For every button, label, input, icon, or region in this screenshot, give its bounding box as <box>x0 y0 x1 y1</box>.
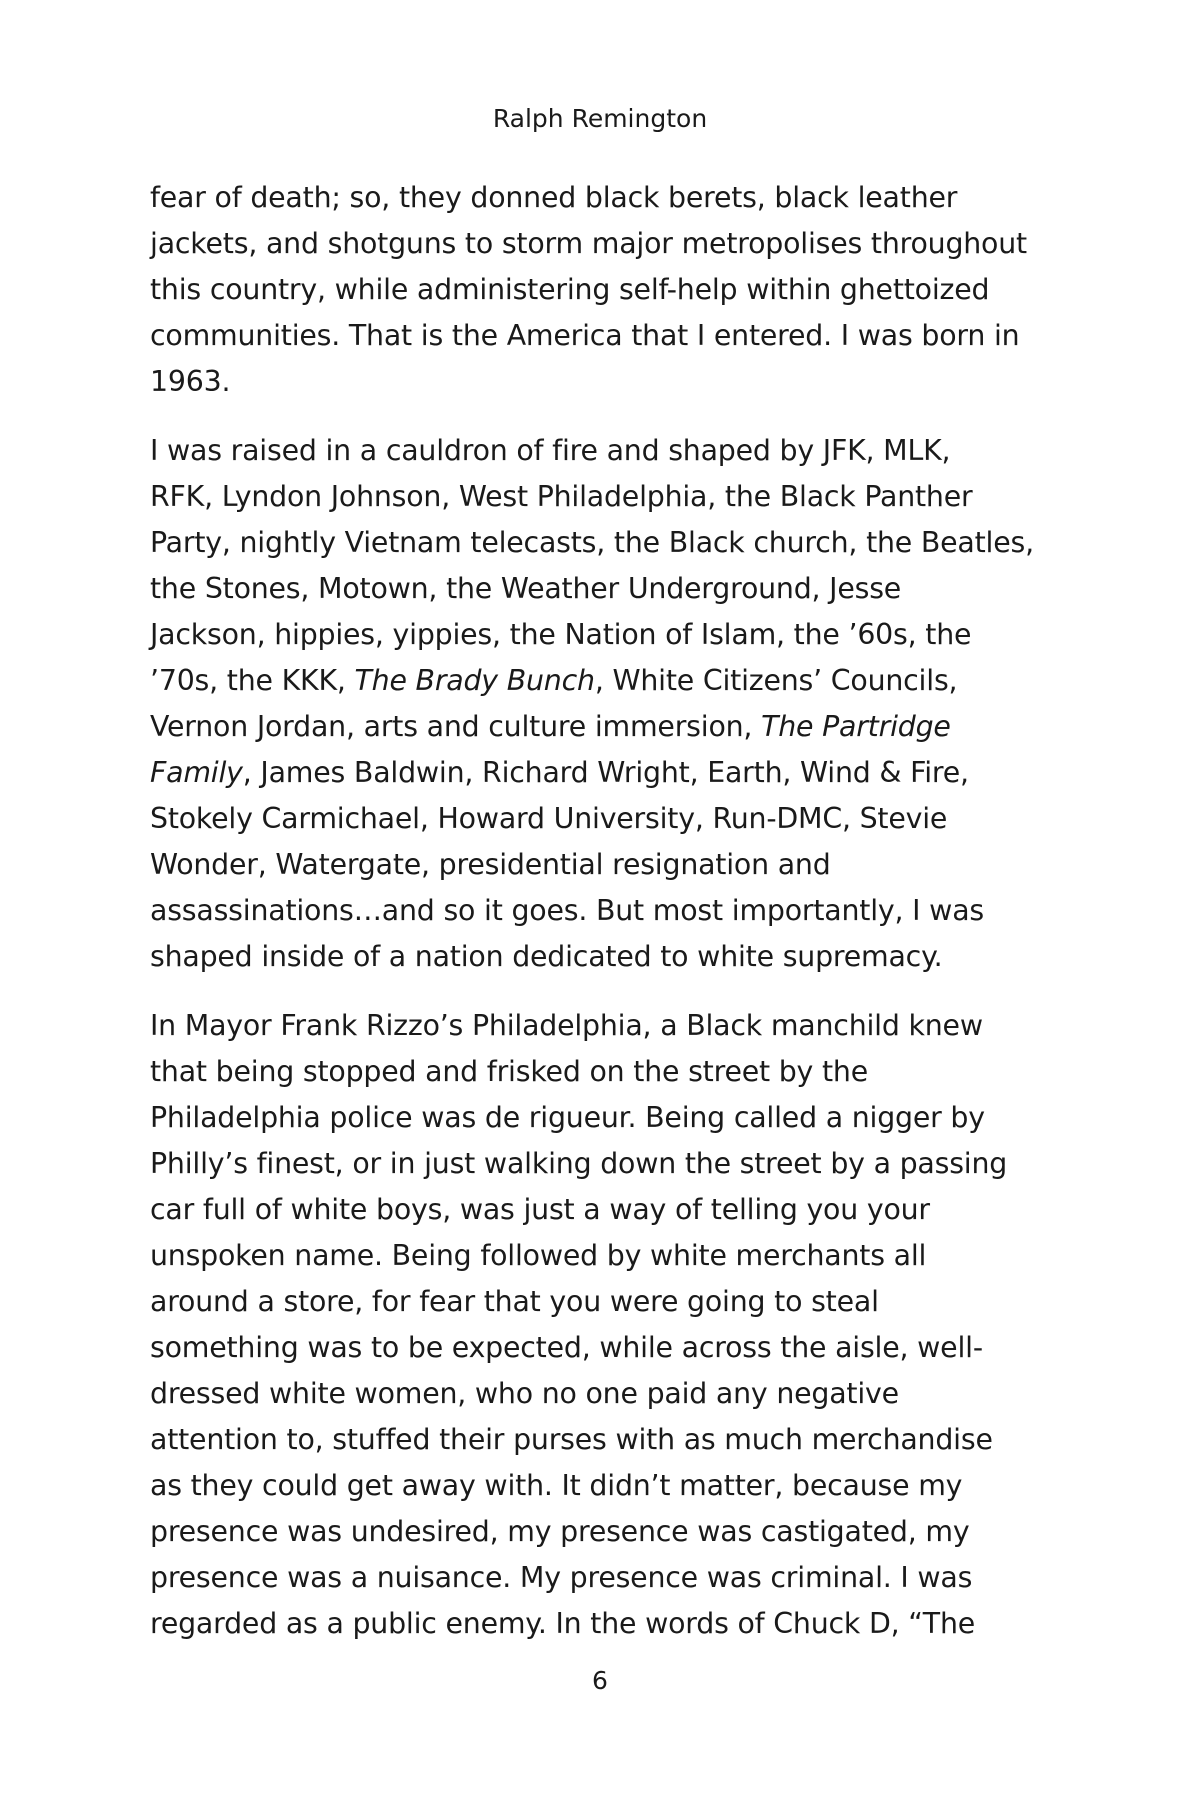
text-line <box>150 704 1020 750</box>
text-run: In Mayor Frank Rizzo’s Philadelphia, a Black manchild knew <box>150 1009 983 1042</box>
text-run: Stokely Carmichael, Howard University, Run-DMC, Stevie <box>150 802 948 835</box>
text-line <box>150 612 1020 658</box>
text-run: , James Baldwin, Richard Wright, Earth, Wind & Fire, <box>242 756 969 789</box>
text-line <box>150 888 1020 934</box>
text-run: regarded as a public enemy. In the words of Chuck D, “The <box>150 1607 976 1640</box>
text-run: fear of death; so, they donned black berets, black leather <box>150 181 958 214</box>
text-line <box>150 1003 1020 1049</box>
running-header: Ralph Remington <box>492 104 708 133</box>
text-line <box>150 1371 1020 1417</box>
text-line <box>150 313 1020 359</box>
text-run: Vernon Jordan, arts and culture immersion, <box>150 710 762 743</box>
text-run: communities. That is the America that I entered. I was born in <box>150 319 1020 352</box>
italic-title: Family <box>150 756 243 789</box>
text-line <box>150 1601 1020 1647</box>
text-line <box>150 1555 1020 1601</box>
text-line <box>150 1049 1020 1095</box>
text-line <box>150 750 1020 796</box>
page-number: 6 <box>592 1666 608 1695</box>
paragraph <box>150 175 1027 405</box>
text-run: shaped inside of a nation dedicated to white supremacy. <box>150 940 943 973</box>
text-run: 1963. <box>150 365 231 398</box>
text-line <box>150 796 1020 842</box>
text-run: something was to be expected, while across the aisle, well- <box>150 1331 983 1364</box>
paragraph <box>150 1003 1020 1647</box>
text-run: Party, nightly Vietnam telecasts, the Black church, the Beatles, <box>150 526 1034 559</box>
text-line <box>150 221 1027 267</box>
text-run: assassinations…and so it goes. But most importantly, I was <box>150 894 984 927</box>
text-line <box>150 566 1020 612</box>
text-run: , White Citizens’ Councils, <box>594 664 958 697</box>
text-run: jackets, and shotguns to storm major metropolises throughout <box>150 227 1027 260</box>
text-line <box>150 1187 1020 1233</box>
text-line <box>150 1325 1020 1371</box>
text-run: presence was undesired, my presence was castigated, my <box>150 1515 970 1548</box>
text-run: as they could get away with. It didn’t matter, because my <box>150 1469 963 1502</box>
text-line <box>150 1141 1020 1187</box>
italic-title: The Brady Bunch <box>354 664 595 697</box>
text-run: I was raised in a cauldron of fire and shaped by JFK, MLK, <box>150 434 951 467</box>
text-line <box>150 1509 1020 1555</box>
text-run: car full of white boys, was just a way of telling you your <box>150 1193 930 1226</box>
text-line <box>150 474 1020 520</box>
body-text <box>150 175 1034 1670</box>
text-run: unspoken name. Being followed by white merchants all <box>150 1239 927 1272</box>
text-run: attention to, stuffed their purses with as much merchandise <box>150 1423 993 1456</box>
paragraph <box>150 428 1034 980</box>
text-line <box>150 1233 1020 1279</box>
text-run: Wonder, Watergate, presidential resignation and <box>150 848 831 881</box>
text-run: dressed white women, who no one paid any negative <box>150 1377 899 1410</box>
text-line <box>150 267 1020 313</box>
text-line <box>150 842 1020 888</box>
text-line <box>150 1463 1020 1509</box>
text-run: this country, while administering self-help within ghettoized <box>150 273 990 306</box>
italic-title: The Partridge <box>761 710 951 743</box>
text-line <box>150 428 1020 474</box>
text-run: Philly’s finest, or in just walking down the street by a passing <box>150 1147 1008 1180</box>
text-run: around a store, for fear that you were going to steal <box>150 1285 879 1318</box>
text-line <box>150 1417 1020 1463</box>
text-run: the Stones, Motown, the Weather Underground, Jesse <box>150 572 902 605</box>
text-line <box>150 658 1020 704</box>
text-run: Philadelphia police was de rigueur. Being called a nigger by <box>150 1101 985 1134</box>
text-run: presence was a nuisance. My presence was criminal. I was <box>150 1561 973 1594</box>
text-run: ’70s, the KKK, <box>150 664 355 697</box>
text-line <box>150 359 1020 405</box>
text-line <box>150 1095 1020 1141</box>
text-line <box>150 520 1034 566</box>
text-line <box>150 934 1020 980</box>
text-line <box>150 1279 1020 1325</box>
text-run: Jackson, hippies, yippies, the Nation of Islam, the ’60s, the <box>150 618 972 651</box>
text-run: that being stopped and frisked on the street by the <box>150 1055 868 1088</box>
text-line <box>150 175 1020 221</box>
text-run: RFK, Lyndon Johnson, West Philadelphia, the Black Panther <box>150 480 973 513</box>
